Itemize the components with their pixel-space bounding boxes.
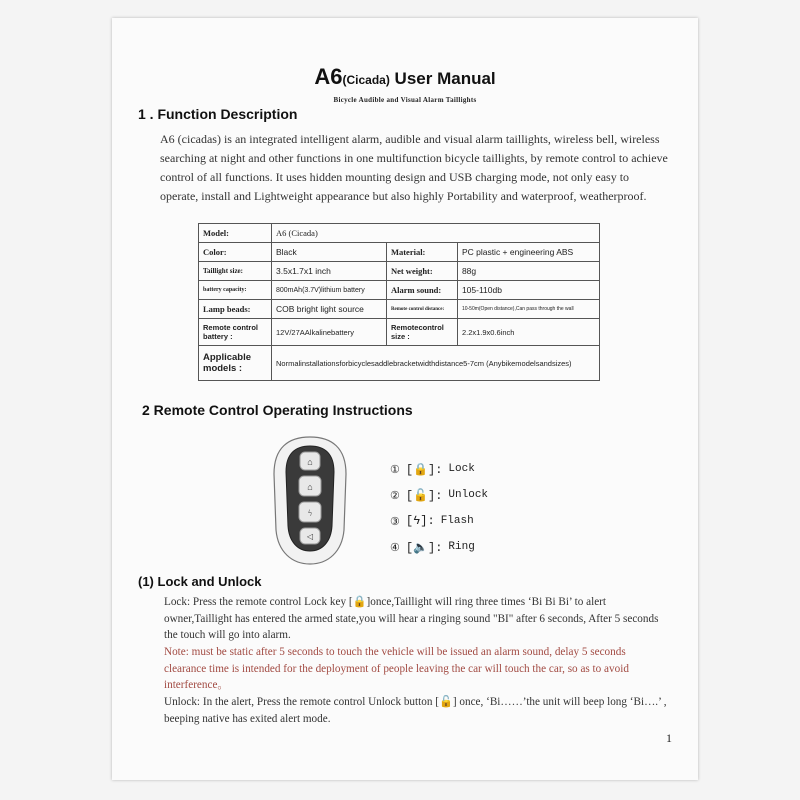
title-model: A6 — [314, 64, 343, 89]
table-cell-value: 2.2x1.9x0.6inch — [457, 319, 599, 346]
table-cell-value: A6 (Cicada) — [272, 224, 600, 243]
table-cell-value: Normalinstallationsforbicyclesaddlebracketwidthdistance5-7cm (Anybikemodelsandsizes) — [272, 346, 600, 381]
legend-item — [390, 534, 488, 560]
flash-icon: [ϟ]: — [405, 514, 435, 528]
legend-label: Unlock — [448, 489, 489, 501]
table-cell-label: Remote control distance: — [386, 300, 457, 319]
title-rest: User Manual — [389, 69, 496, 88]
legend-number: ④ — [390, 541, 400, 554]
button-legend — [390, 456, 488, 560]
legend-number: ① — [390, 463, 400, 476]
table-row — [199, 262, 600, 281]
legend-item — [390, 482, 488, 508]
table-row — [199, 300, 600, 319]
table-cell-label: Model: — [199, 224, 272, 243]
function-description: A6 (cicadas) is an integrated intelligent alarm, audible and visual alarm taillights, wireless bell, wireless searching at night and other functions in one multifunction bicycle taillights, by remote control to achieve control of all functions. It uses hidden mounting design and USB charging mode, not only easy to operate, install and Lightweight appearance but also highly Portability and waterproof, weatherproof. — [160, 132, 668, 203]
section3-heading: (1) Lock and Unlock — [138, 574, 262, 589]
table-cell-label: Taillight size: — [199, 262, 272, 281]
legend-label: Ring — [448, 541, 475, 553]
legend-number: ③ — [390, 515, 400, 528]
table-cell-label: Remote control battery : — [199, 319, 272, 346]
table-cell-label: Lamp beads: — [199, 300, 272, 319]
svg-text:⌂: ⌂ — [307, 482, 313, 492]
table-cell-label: Material: — [386, 243, 457, 262]
table-row — [199, 281, 600, 300]
legend-number: ② — [390, 489, 400, 502]
svg-text:ϟ: ϟ — [307, 508, 313, 518]
table-cell-label: Applicable models : — [199, 346, 272, 381]
table-cell-value: PC plastic + engineering ABS — [457, 243, 599, 262]
title-paren: (Cicada) — [342, 73, 390, 87]
speaker-icon: [🔈]: — [405, 540, 443, 555]
section2-heading: 2 Remote Control Operating Instructions — [142, 402, 413, 418]
table-cell-value: 88g — [457, 262, 599, 281]
page-title — [112, 64, 698, 90]
page-subtitle: Bicycle Audible and Visual Alarm Taillights — [333, 96, 477, 104]
table-cell-value: 10-50m(Open distance),Can pass through the wall — [457, 300, 599, 319]
legend-item — [390, 508, 488, 534]
legend-label: Lock — [448, 463, 475, 475]
table-cell-value: 3.5x1.7x1 inch — [272, 262, 387, 281]
manual-page — [112, 18, 698, 780]
spec-table — [198, 223, 600, 381]
note-text: Note: must be static after 5 seconds to touch the vehicle will be issued an alarm sound, delay 5 seconds clearance time is intended for the deployment of people leaving the car will touch the car, so as to avoid interference。 — [164, 646, 629, 691]
legend-label: Flash — [440, 515, 474, 527]
table-cell-value: 800mAh(3.7V)lithium battery — [272, 281, 387, 300]
table-row — [199, 346, 600, 381]
table-row — [199, 224, 600, 243]
section1-heading: 1 . Function Description — [138, 106, 298, 122]
remote-control-illustration — [270, 434, 350, 568]
table-cell-label: battery capacity: — [199, 281, 272, 300]
table-row — [199, 243, 600, 262]
table-cell-value: 12V/27AAlkalinebattery — [272, 319, 387, 346]
table-cell-label: Alarm sound: — [386, 281, 457, 300]
unlock-icon: [🔓]: — [405, 488, 443, 503]
lock-instructions: Lock: Press the remote control Lock key [🔒]once,Taillight will ring three times ‘Bi Bi Bi’ to alert owner,Taillight has entered the armed state,you will hear a ringing sound "BI" after 6 seconds, After 5 seconds the touch will go into alarm. — [164, 596, 659, 641]
page-number: 1 — [666, 731, 672, 745]
unlock-instructions: Unlock: In the alert, Press the remote control Unlock button [🔓] once, ‘Bi……’the unit will beep long ‘Bi….’ , beeping native has exited alert mode. — [164, 696, 667, 725]
lock-icon: [🔒]: — [405, 462, 443, 477]
svg-text:⌂: ⌂ — [307, 457, 313, 467]
table-cell-label: Color: — [199, 243, 272, 262]
legend-item — [390, 456, 488, 482]
table-cell-value: 105-110db — [457, 281, 599, 300]
table-cell-value: COB bright light source — [272, 300, 387, 319]
svg-text:◁: ◁ — [306, 532, 314, 541]
table-cell-value: Black — [272, 243, 387, 262]
table-cell-label: Remotecontrol size : — [386, 319, 457, 346]
table-cell-label: Net weight: — [386, 262, 457, 281]
table-row — [199, 319, 600, 346]
